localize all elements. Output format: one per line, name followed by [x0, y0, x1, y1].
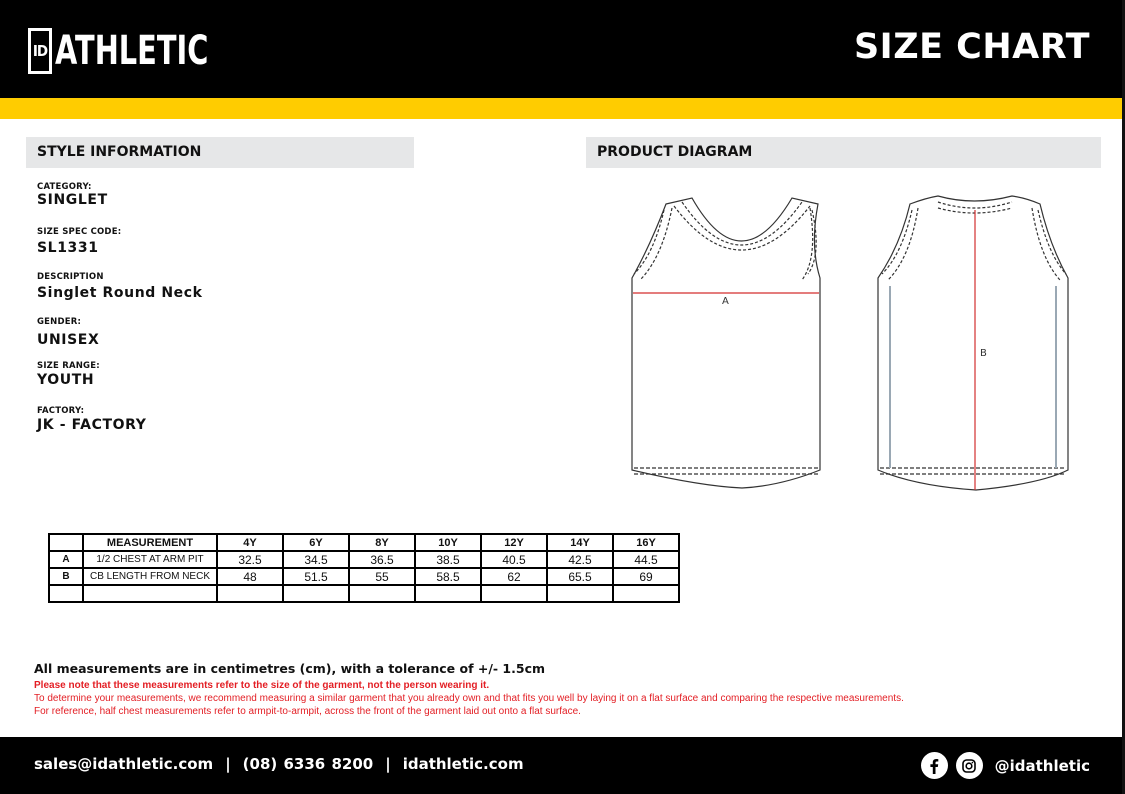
- header-cell: 12Y: [481, 534, 547, 551]
- category-value: SINGLET: [37, 192, 108, 208]
- style-info-heading: STYLE INFORMATION: [26, 137, 414, 168]
- social-handle[interactable]: @idathletic: [994, 756, 1090, 775]
- table-row: [49, 551, 679, 568]
- email-link[interactable]: sales@idathletic.com: [34, 755, 214, 773]
- header-cell: 10Y: [415, 534, 481, 551]
- table-cell: 32.5: [217, 551, 283, 568]
- spec-label: SIZE SPEC CODE:: [37, 227, 122, 237]
- table-cell: [283, 585, 349, 602]
- header-cell: MEASUREMENT: [83, 534, 217, 551]
- row-measurement: 1/2 CHEST AT ARM PIT: [83, 551, 217, 568]
- table-cell: 51.5: [283, 568, 349, 585]
- phone-link[interactable]: (08) 6336 8200: [242, 755, 374, 773]
- accent-stripe: [0, 98, 1122, 119]
- table-row: [49, 585, 679, 602]
- table-cell: 42.5: [547, 551, 613, 568]
- table-cell: [481, 585, 547, 602]
- diagram-heading: PRODUCT DIAGRAM: [586, 137, 1101, 168]
- header-cell: 8Y: [349, 534, 415, 551]
- measurement-note: All measurements are in centimetres (cm), with a tolerance of +/- 1.5cm: [34, 661, 546, 676]
- spec-value: SL1331: [37, 240, 99, 256]
- header-cell: 4Y: [217, 534, 283, 551]
- page-title: SIZE CHART: [853, 27, 1090, 67]
- brand-logo: [28, 28, 268, 74]
- table-cell: 55: [349, 568, 415, 585]
- footer-contact: [34, 755, 524, 773]
- garment-note: Please note that these measurements refer to the size of the garment, not the person wearing it.: [34, 680, 490, 691]
- table-cell: [349, 585, 415, 602]
- singlet-front: [632, 198, 820, 488]
- label-b: B: [980, 348, 987, 359]
- row-code: B: [49, 568, 83, 585]
- row-measurement: CB LENGTH FROM NECK: [83, 568, 217, 585]
- separator: |: [385, 755, 391, 773]
- size-table: [48, 533, 680, 603]
- table-cell: 65.5: [547, 568, 613, 585]
- row-code: A: [49, 551, 83, 568]
- description-label: DESCRIPTION: [37, 272, 104, 282]
- table-cell: 34.5: [283, 551, 349, 568]
- range-label: SIZE RANGE:: [37, 361, 100, 371]
- header-cell: 6Y: [283, 534, 349, 551]
- label-a: A: [722, 296, 729, 307]
- factory-label: FACTORY:: [37, 406, 85, 416]
- table-cell: 44.5: [613, 551, 679, 568]
- header-cell: [49, 534, 83, 551]
- gender-value: UNISEX: [37, 332, 100, 348]
- website-link[interactable]: idathletic.com: [402, 755, 524, 773]
- factory-value: JK - FACTORY: [37, 417, 147, 433]
- description-value: Singlet Round Neck: [37, 285, 203, 301]
- table-header-row: [49, 534, 679, 551]
- table-cell: [217, 585, 283, 602]
- gender-label: GENDER:: [37, 317, 82, 327]
- table-row: [49, 568, 679, 585]
- table-cell: 48: [217, 568, 283, 585]
- how-to-note: To determine your measurements, we recommend measuring a similar garment that you already own and that fits you well by laying it on a flat surface and comparing the respective measurements.: [34, 693, 904, 704]
- facebook-icon[interactable]: [921, 752, 948, 779]
- table-cell: [547, 585, 613, 602]
- table-cell: 38.5: [415, 551, 481, 568]
- instagram-icon[interactable]: [956, 752, 983, 779]
- logo-text: ATHLETIC: [55, 28, 209, 74]
- header-bar: [0, 0, 1122, 98]
- logo-mark: ID: [28, 28, 52, 74]
- category-label: CATEGORY:: [37, 182, 92, 192]
- separator: |: [225, 755, 231, 773]
- reference-note: For reference, half chest measurements refer to armpit-to-armpit, across the front of the garment laid out onto a flat surface.: [34, 706, 581, 717]
- table-cell: 62: [481, 568, 547, 585]
- social-links: [921, 752, 1090, 779]
- table-cell: 69: [613, 568, 679, 585]
- range-value: YOUTH: [37, 372, 95, 388]
- header-cell: 14Y: [547, 534, 613, 551]
- table-cell: [613, 585, 679, 602]
- footer-bar: [0, 737, 1122, 794]
- header-cell: 16Y: [613, 534, 679, 551]
- table-cell: [49, 585, 83, 602]
- table-cell: [415, 585, 481, 602]
- singlet-back: [878, 196, 1068, 490]
- table-cell: 58.5: [415, 568, 481, 585]
- table-cell: [83, 585, 217, 602]
- product-diagram: [620, 186, 1080, 496]
- table-cell: 40.5: [481, 551, 547, 568]
- table-cell: 36.5: [349, 551, 415, 568]
